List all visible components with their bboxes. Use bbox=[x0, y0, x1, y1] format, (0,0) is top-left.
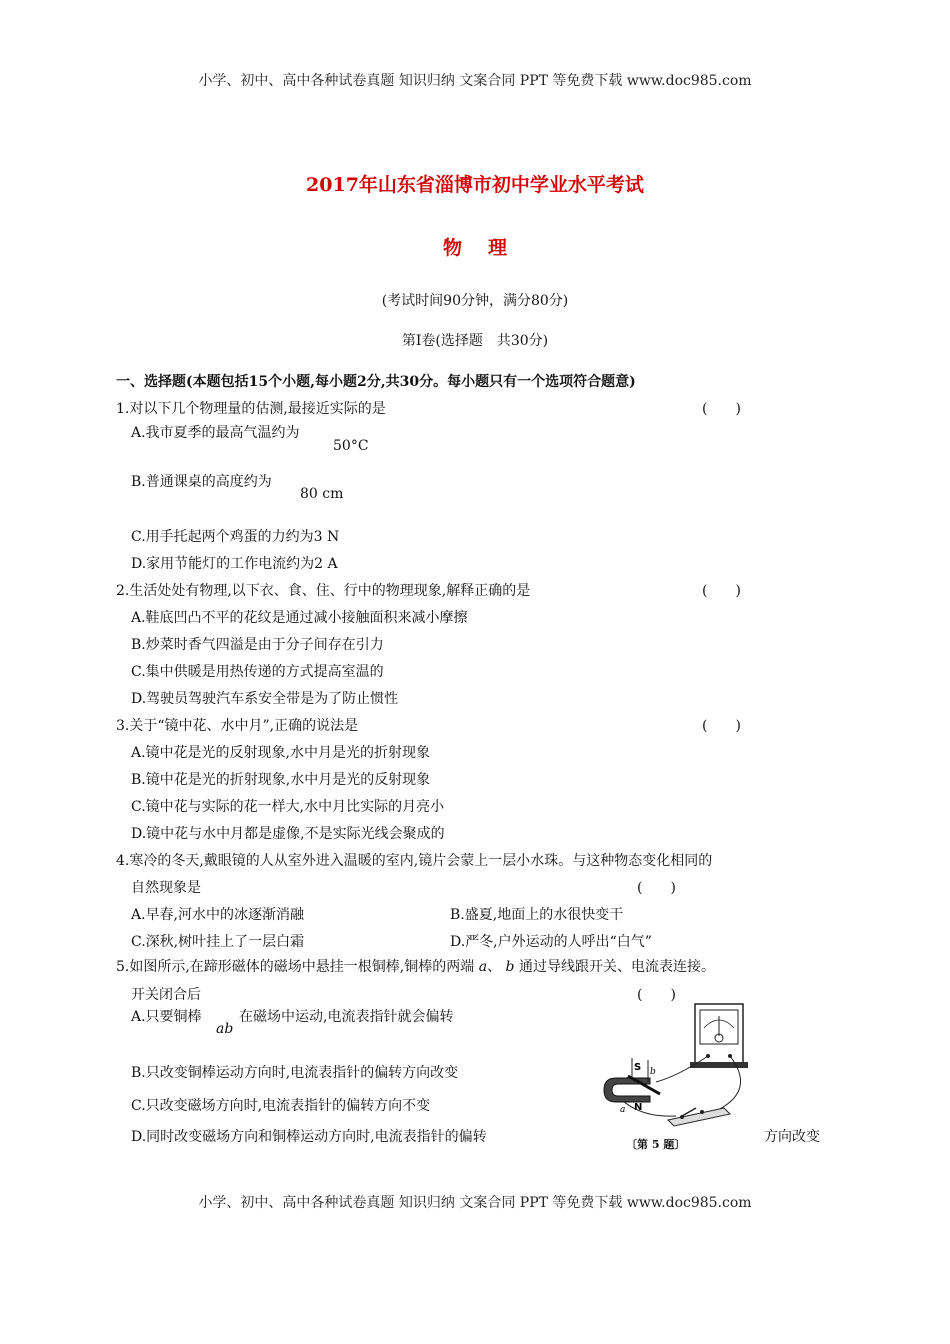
q4-stem-line-1: 4.寒冷的冬天,戴眼镜的人从室外进入温暖的室内,镜片会蒙上一层小水珠。与这种物态变化相同的 bbox=[116, 853, 713, 869]
q5-option-a-part-2: 在磁场中运动,电流表指针就会偏转 bbox=[239, 1009, 454, 1025]
q3-answer-paren: ( ) bbox=[702, 718, 741, 734]
q4-answer-paren: ( ) bbox=[637, 880, 676, 896]
q2-option-c: C.集中供暖是用热传递的方式提高室温的 bbox=[131, 664, 384, 680]
q5-stem-part-1: 5.如图所示,在蹄形磁体的磁场中悬挂一根铜棒,铜棒的两端 bbox=[116, 959, 475, 975]
q4-stem-line-2: 自然现象是 bbox=[131, 880, 201, 896]
q2-option-a: A.鞋底凹凸不平的花纹是通过减小接触面积来减小摩擦 bbox=[131, 610, 468, 626]
q5-stem-line-2: 开关闭合后 bbox=[131, 987, 201, 1003]
magnet-icon bbox=[604, 1058, 660, 1102]
page-footer: 小学、初中、高中各种试卷真题 知识归纳 文案合同 PPT 等免费下载 www.doc985.com bbox=[198, 1195, 752, 1211]
q3-option-c: C.镜中花与实际的花一样大,水中月比实际的月亮小 bbox=[131, 799, 445, 815]
q5-option-a-part-1: A.只要铜棒 bbox=[131, 1009, 202, 1025]
q5-answer-paren: ( ) bbox=[637, 987, 676, 1003]
part-title: 第Ⅰ卷(选择题 共30分) bbox=[401, 333, 549, 349]
fig-label-n: N bbox=[634, 1102, 643, 1113]
subject-char-1: 物 bbox=[442, 237, 462, 259]
fig-label-s: S bbox=[634, 1062, 642, 1073]
q1-answer-paren: ( ) bbox=[702, 401, 741, 417]
fig-label-b: b bbox=[650, 1067, 656, 1077]
q1-stem: 1.对以下几个物理量的估测,最接近实际的是 bbox=[116, 401, 386, 417]
q5-stem-part-2: 通过导线跟开关、电流表连接。 bbox=[518, 959, 715, 975]
q4-option-a: A.早春,河水中的冰逐渐消融 bbox=[131, 907, 305, 923]
exam-info: (考试时间90分钟，满分80分) bbox=[381, 293, 569, 309]
q4-option-c: C.深秋,树叶挂上了一层白霜 bbox=[131, 934, 305, 950]
exam-title: 2017年山东省淄博市初中学业水平考试 bbox=[306, 174, 644, 196]
q2-stem: 2.生活处处有物理,以下衣、食、住、行中的物理现象,解释正确的是 bbox=[116, 583, 531, 599]
q1-option-a: A.我市夏季的最高气温约为 bbox=[131, 425, 300, 441]
q5-option-a-var: ab bbox=[216, 1021, 234, 1037]
q1-option-a-value: 50°C bbox=[333, 438, 369, 454]
q5-option-d-part-2: 方向改变 bbox=[764, 1129, 820, 1145]
q5-separator: 、 bbox=[487, 959, 502, 975]
q5-stem-line-1 bbox=[116, 956, 715, 976]
q5-figure-caption: 〔第 5 题〕 bbox=[626, 1138, 686, 1151]
fig-label-a: a bbox=[620, 1105, 626, 1115]
q5-var-a: a bbox=[478, 959, 488, 975]
ammeter-icon bbox=[690, 1004, 748, 1068]
q1-option-d: D.家用节能灯的工作电流约为2 A bbox=[131, 556, 338, 572]
q5-var-b: b bbox=[505, 959, 515, 975]
q5-figure bbox=[598, 998, 758, 1150]
q3-option-b: B.镜中花是光的折射现象,水中月是光的反射现象 bbox=[131, 772, 431, 788]
q2-option-b: B.炒菜时香气四溢是由于分子间存在引力 bbox=[131, 637, 384, 653]
q5-option-d-part-1: D.同时改变磁场方向和铜棒运动方向时,电流表指针的偏转 bbox=[131, 1129, 487, 1145]
q3-option-d: D.镜中花与水中月都是虚像,不是实际光线会聚成的 bbox=[131, 826, 445, 842]
q1-option-c: C.用手托起两个鸡蛋的力约为3 N bbox=[131, 529, 340, 545]
exam-subject bbox=[0, 233, 950, 260]
q1-option-b-value: 80 cm bbox=[300, 486, 344, 502]
q1-option-b: B.普通课桌的高度约为 bbox=[131, 474, 272, 490]
q3-stem: 3.关于“镜中花、水中月”,正确的说法是 bbox=[116, 718, 359, 734]
q4-option-d: D.严冬,户外运动的人呼出“白气” bbox=[450, 934, 652, 950]
section-heading: 一、选择题(本题包括15个小题,每小题2分,共30分。每小题只有一个选项符合题意) bbox=[116, 374, 636, 390]
q5-option-c: C.只改变磁场方向时,电流表指针的偏转方向不变 bbox=[131, 1098, 431, 1114]
q5-option-b: B.只改变铜棒运动方向时,电流表指针的偏转方向改变 bbox=[131, 1065, 459, 1081]
switch-icon bbox=[668, 1108, 730, 1126]
q2-answer-paren: ( ) bbox=[702, 583, 741, 599]
page-header: 小学、初中、高中各种试卷真题 知识归纳 文案合同 PPT 等免费下载 www.doc985.com bbox=[198, 73, 752, 89]
q2-option-d: D.驾驶员驾驶汽车系安全带是为了防止惯性 bbox=[131, 691, 399, 707]
q4-option-b: B.盛夏,地面上的水很快变干 bbox=[450, 907, 624, 923]
q3-option-a: A.镜中花是光的反射现象,水中月是光的折射现象 bbox=[131, 745, 431, 761]
subject-char-2: 理 bbox=[488, 237, 508, 259]
